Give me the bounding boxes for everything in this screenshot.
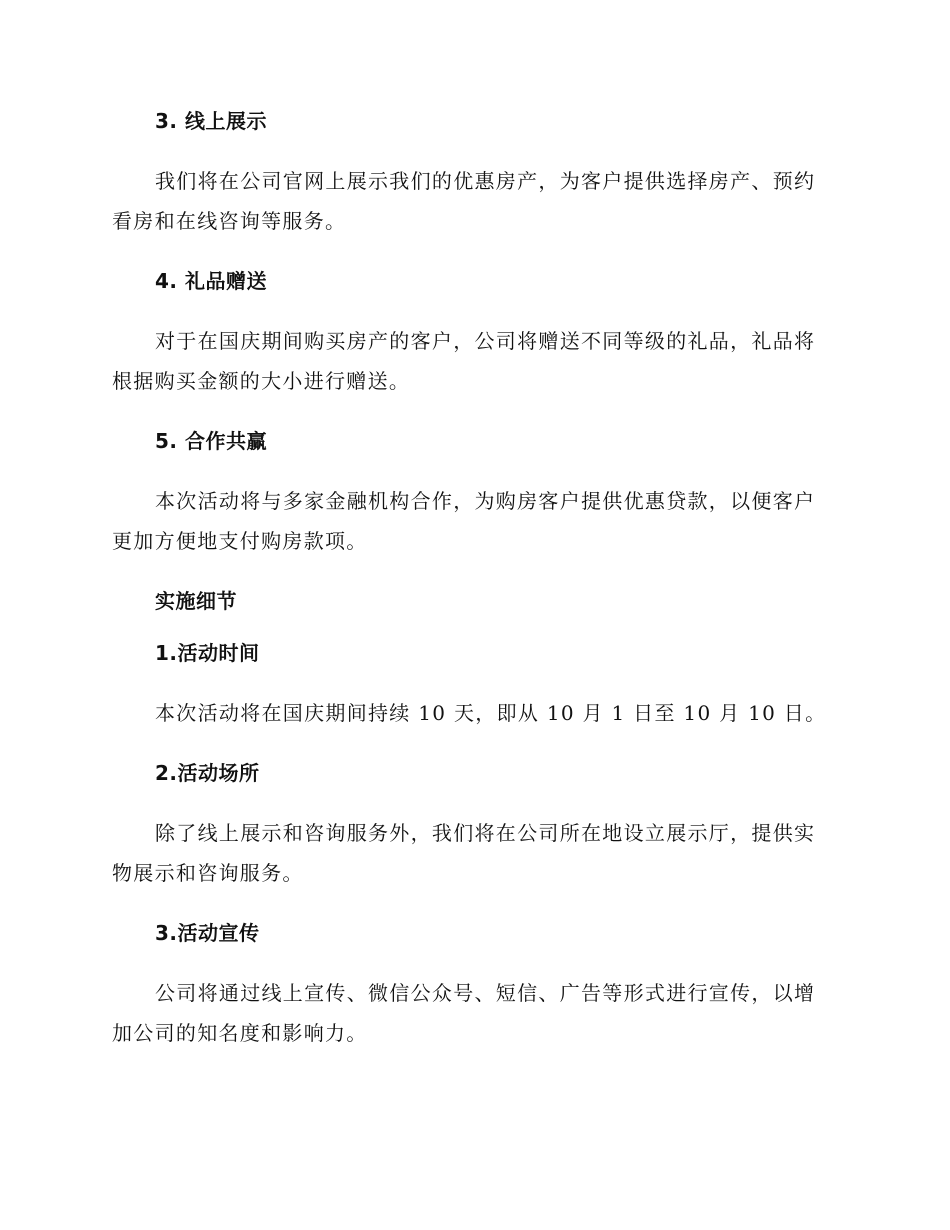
section-text-online-display: 我们将在公司官网上展示我们的优惠房产，为客户提供选择房产、预约看房和在线咨询等服务。 <box>112 169 816 233</box>
detail-text-venue: 除了线上展示和咨询服务外，我们将在公司所在地设立展示厅，提供实物展示和咨询服务。 <box>112 821 816 885</box>
details-heading: 实施细节 <box>155 589 237 613</box>
detail-text-promotion: 公司将通过线上宣传、微信公众号、短信、广告等形式进行宣传，以增加公司的知名度和影响力。 <box>112 981 816 1045</box>
detail-heading-promotion: 3.活动宣传 <box>155 921 260 945</box>
detail-text-time: 本次活动将在国庆期间持续 10 天，即从 10 月 1 日至 10 月 10 日。 <box>155 701 827 725</box>
section-heading-online-display: 3. 线上展示 <box>155 109 267 133</box>
section-text-cooperation: 本次活动将与多家金融机构合作，为购房客户提供优惠贷款，以便客户更加方便地支付购房款项。 <box>112 489 816 553</box>
document-page <box>112 109 832 1081</box>
detail-heading-time: 1.活动时间 <box>155 641 260 665</box>
section-text-gift: 对于在国庆期间购买房产的客户，公司将赠送不同等级的礼品，礼品将根据购买金额的大小进行赠送。 <box>112 329 816 393</box>
detail-heading-venue: 2.活动场所 <box>155 761 260 785</box>
section-heading-gift: 4. 礼品赠送 <box>155 269 267 293</box>
section-heading-cooperation: 5. 合作共赢 <box>155 429 267 453</box>
